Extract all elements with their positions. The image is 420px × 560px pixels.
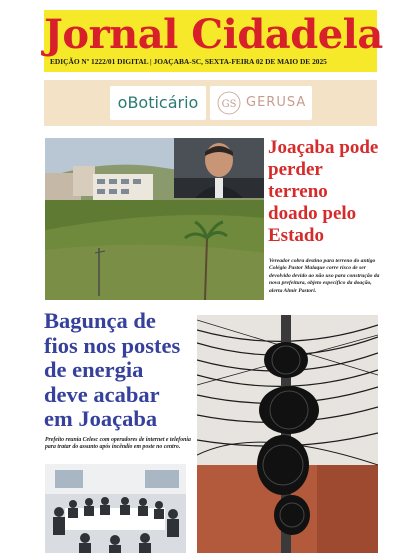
ad-logo-gerusa[interactable] <box>210 86 312 120</box>
gerusa-monogram-icon <box>216 90 242 116</box>
ad-logo-boticario-text: oBoticário <box>117 93 199 112</box>
headline-story-1[interactable]: Joaçaba pode perder terreno doado pelo Estado <box>268 137 379 246</box>
ad-logo-gerusa-text: GERUSA <box>246 95 307 110</box>
standfirst-story-1: Vereador cobra destino para terreno do antigo Colégio Pastor Malaque corre risco de ser devolvido devido ao não uso para construção da nova prefeitura, objeto específico da doação, alerta Almir Pastori. <box>269 258 380 294</box>
headline-story-2[interactable]: Bagunça de fios nos postes de energia deve acabar em Joaçaba <box>44 308 181 431</box>
standfirst-story-2: Prefeito reunia Celesc com operadores de internet e telefonia para tratar do assunto após incêndio em poste no centro. <box>45 437 191 451</box>
edition-line: EDIÇÃO Nº 1222/01 DIGITAL | JOAÇABA-SC, SEXTA-FEIRA 02 DE MAIO DE 2025 <box>50 57 327 66</box>
vacant-lot-photo[interactable] <box>45 138 264 300</box>
tangled-cables-photo[interactable] <box>197 315 378 553</box>
svg-text:GS: GS <box>221 99 237 110</box>
newspaper-title: Jornal Cidadela <box>44 11 383 58</box>
ad-logo-boticario[interactable] <box>110 86 206 120</box>
meeting-photo[interactable] <box>45 464 186 553</box>
